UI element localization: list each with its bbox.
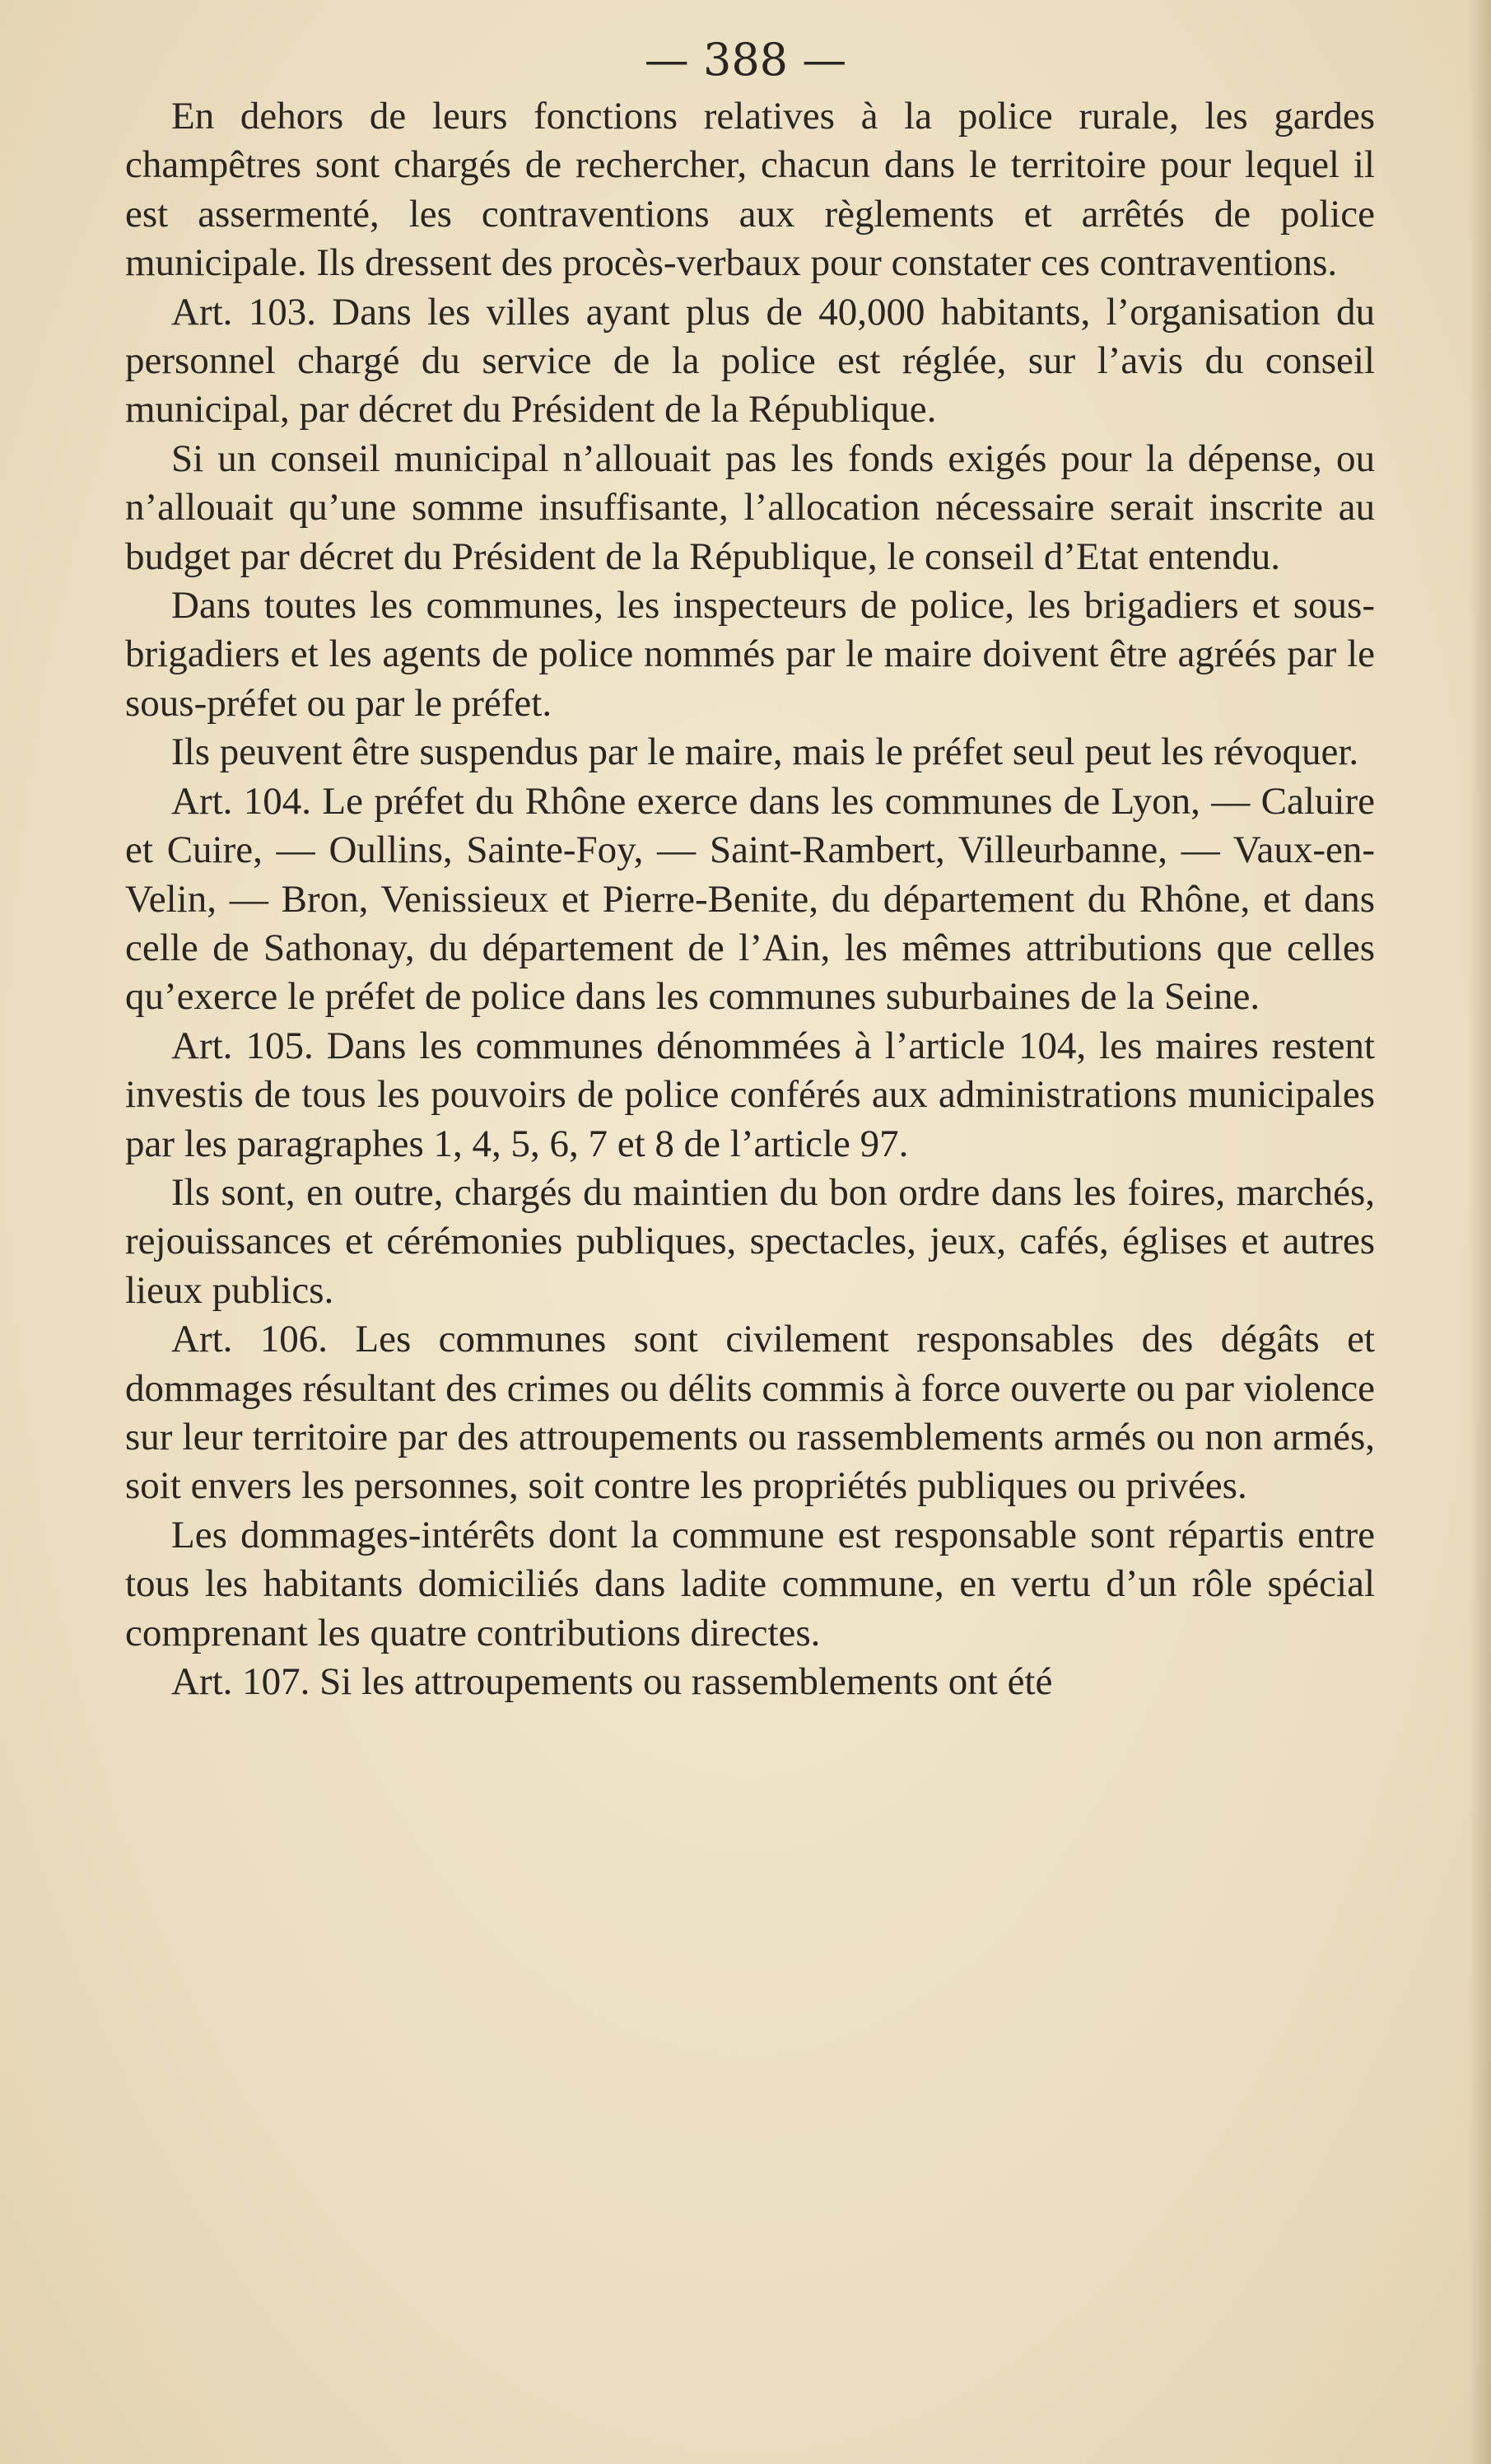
paragraph-inspecteurs-police: Dans toutes les communes, les inspecteurs de police, les brigadiers et sous-brigadiers et les agents de police nommés par le maire doivent être agréés par le sous-préfet ou par le préfet. (125, 584, 1375, 725)
paragraph-conseil-municipal: Si un conseil municipal n’allouait pas les fonds exigés pour la dépense, ou n’allouait qu’une somme insuffisante, l’allocation nécessaire serait inscrite au budget par décret du Président de la République, le conseil d’Etat entendu. (125, 436, 1375, 578)
paragraph-gardes-champetres: En dehors de leurs fonctions relatives à la police rurale, les gardes champêtres sont chargés de rechercher, chacun dans le territoire pour lequel il est assermenté, les contraventions aux règlements et arrêtés de police municipale. Ils dressent des procès-verbaux pour constater ces contraventions. (125, 95, 1375, 285)
paragraph-art-103: Art. 103. Dans les villes ayant plus de 40,000 habitants, l’organisation du personnel chargé du service de la police est réglée, sur l’avis du conseil municipal, par décret du Président de la République. (125, 290, 1375, 432)
paragraph-art-106: Art. 106. Les communes sont civilement responsables des dégâts et dommages résultant des crimes ou délits commis à force ouverte ou par violence sur leur territoire par des attroupements ou rassemblements armés ou non armés, soit envers les personnes, soit contre les propriétés publiques ou privées. (125, 1318, 1375, 1508)
page-number: — 388 — (644, 34, 847, 86)
paragraph-maintien-ordre: Ils sont, en outre, chargés du maintien du bon ordre dans les foires, marchés, rejouissances et cérémonies publiques, spectacles, jeux, cafés, églises et autres lieux publics. (125, 1170, 1375, 1312)
paragraph-art-104: Art. 104. Le préfet du Rhône exerce dans les communes de Lyon, — Caluire et Cuire, — Oullins, Sainte-Foy, — Saint-Rambert, Villeurbanne, — Vaux-en-Velin, — Bron, Venissieux et Pierre-Benite, du département du Rhône, et dans celle de Sathonay, du département de l’Ain, les mêmes attributions que celles qu’exerce le préfet de police dans les communes suburbaines de la Seine. (125, 779, 1375, 1019)
paragraph-suspension: Ils peuvent être suspendus par le maire, mais le préfet seul peut les révoquer. (171, 730, 1359, 774)
paragraph-art-105: Art. 105. Dans les communes dénommées à l’article 104, les maires restent investis de tous les pouvoirs de police conférés aux administrations municipales par les paragraphes 1, 4, 5, 6, 7 et 8 de l’article 97. (125, 1024, 1375, 1165)
paragraph-dommages-interets: Les dommages-intérêts dont la commune est responsable sont répartis entre tous les habitants domiciliés dans ladite commune, en vertu d’un rôle spécial comprenant les quatre contributions directes. (125, 1513, 1375, 1654)
paragraph-art-107: Art. 107. Si les attroupements ou rassemblements ont été (171, 1660, 1053, 1703)
page-body-text (125, 92, 1375, 1706)
page-edge-shadow (1468, 0, 1491, 2464)
